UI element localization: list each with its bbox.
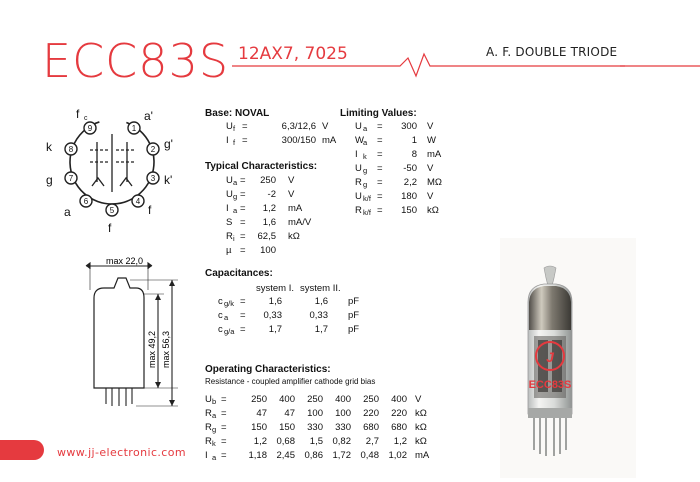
limiting-value: 180	[401, 191, 417, 202]
label-fc: f	[76, 107, 80, 121]
limiting-subscript: g	[363, 180, 368, 189]
cap-symbol: c	[218, 310, 223, 321]
op-value: 680	[391, 422, 407, 433]
limiting-subscript: k/f	[363, 208, 371, 217]
pin-7	[65, 172, 77, 184]
op-value: 330	[307, 422, 323, 433]
op-symbol: R	[205, 408, 212, 419]
op-unit: kΩ	[415, 422, 427, 433]
op-subscript: a	[212, 411, 217, 420]
limiting-unit: V	[427, 163, 434, 174]
base-value: 6,3/12,6	[281, 121, 316, 132]
pin-3-number: 3	[150, 174, 156, 183]
base-unit: mA	[322, 135, 337, 146]
cap-value-1: 1,7	[268, 324, 282, 335]
pin-3	[147, 172, 159, 184]
dim-height-1: max 49,2	[147, 330, 157, 368]
page-title: ECC83S	[42, 34, 230, 88]
op-value: 100	[335, 408, 351, 419]
dimension-drawing	[80, 256, 190, 426]
typical-equals: =	[240, 231, 246, 242]
limiting-subscript: g	[363, 166, 368, 175]
cap-equals: =	[240, 296, 246, 307]
header-rule-end	[620, 42, 700, 72]
typical-symbol: U	[226, 189, 233, 200]
op-equals: =	[221, 394, 227, 405]
cap-value-2: 0,33	[309, 310, 328, 321]
limiting-equals: =	[377, 121, 383, 132]
typical-value: 1,6	[262, 217, 276, 228]
op-value: 1,2	[253, 436, 267, 447]
limiting-unit: V	[427, 121, 434, 132]
typical-equals: =	[240, 203, 246, 214]
typical-title: Typical Characteristics:	[205, 161, 318, 172]
typical-symbol: U	[226, 175, 233, 186]
typical-symbol: µ	[226, 245, 232, 256]
cap-symbol: c	[218, 296, 223, 307]
op-value: 0,48	[360, 450, 379, 461]
limiting-unit: V	[427, 191, 434, 202]
limiting-subscript: a	[363, 124, 368, 133]
dim-width: max 22,0	[106, 256, 144, 266]
cap-unit: pF	[348, 324, 360, 335]
typical-unit: V	[288, 175, 295, 186]
typical-symbol: I	[226, 203, 229, 214]
operating-subtitle: Resistance - coupled amplifier cathode grid bias	[205, 377, 376, 386]
pin-1	[128, 122, 140, 134]
tube-photo	[500, 238, 636, 478]
base-symbol: U	[226, 121, 233, 132]
typical-subscript: i	[233, 234, 235, 243]
op-value: 100	[307, 408, 323, 419]
pin-7-number: 7	[68, 174, 74, 183]
limiting-unit: W	[427, 135, 436, 146]
op-value: 2,45	[276, 450, 295, 461]
base-equals: =	[242, 121, 248, 132]
limiting-symbol: U	[355, 163, 362, 174]
op-value: 400	[279, 394, 295, 405]
limiting-unit: MΩ	[427, 177, 443, 188]
pin-diagram	[40, 104, 180, 234]
pin-9-number: 9	[87, 124, 93, 133]
base-equals: =	[242, 135, 248, 146]
pin-2-number: 2	[150, 145, 156, 154]
base-title: Base: NOVAL	[205, 108, 270, 119]
op-value: 150	[279, 422, 295, 433]
limiting-symbol: U	[355, 191, 362, 202]
limiting-equals: =	[377, 163, 383, 174]
pin-4-number: 4	[135, 197, 141, 206]
cap-unit: pF	[348, 296, 360, 307]
pin-6-number: 6	[83, 197, 89, 206]
typical-subscript: a	[233, 178, 238, 187]
op-value: 150	[251, 422, 267, 433]
op-subscript: g	[212, 425, 217, 434]
limiting-title: Limiting Values:	[340, 108, 417, 119]
limiting-value: 1	[411, 135, 417, 146]
base-symbol: I	[226, 135, 229, 146]
typical-unit: kΩ	[288, 231, 300, 242]
op-symbol: I	[205, 450, 208, 461]
base-subscript: f	[233, 138, 236, 147]
cap-head-1: system I.	[256, 283, 295, 294]
limiting-equals: =	[377, 135, 383, 146]
op-value: 400	[391, 394, 407, 405]
base-value: 300/150	[281, 135, 316, 146]
cap-unit: pF	[348, 310, 360, 321]
pin-2	[147, 143, 159, 155]
label-fc-sub: c	[84, 115, 88, 122]
limiting-subscript: k/f	[363, 194, 371, 203]
op-value: 47	[284, 408, 295, 419]
op-value: 330	[335, 422, 351, 433]
typical-subscript: g	[233, 192, 238, 201]
label-f-bottom: f	[108, 221, 112, 234]
op-value: 250	[363, 394, 379, 405]
base-unit: V	[322, 121, 329, 132]
label-k-prime: k'	[164, 173, 173, 187]
limiting-value: 150	[401, 205, 417, 216]
tube-jj-mark: J	[546, 349, 554, 365]
typical-value: 250	[260, 175, 276, 186]
limiting-subscript: a	[363, 138, 368, 147]
op-unit: kΩ	[415, 436, 427, 447]
op-unit: mA	[415, 450, 430, 461]
capacitances-title: Capacitances:	[205, 268, 273, 279]
op-subscript: b	[212, 397, 217, 406]
label-a-prime: a'	[144, 109, 153, 123]
op-value: 0,82	[332, 436, 351, 447]
typical-value: 1,2	[262, 203, 276, 214]
op-symbol: R	[205, 422, 212, 433]
pin-5-number: 5	[109, 206, 115, 215]
tube-logo-text: ECC83S	[528, 379, 572, 391]
cap-head-2: system II.	[300, 283, 341, 294]
limiting-equals: =	[377, 177, 383, 188]
pin-4	[132, 195, 144, 207]
cap-symbol: c	[218, 324, 223, 335]
limiting-equals: =	[377, 149, 383, 160]
label-a: a	[64, 205, 71, 219]
limiting-value: 8	[411, 149, 417, 160]
limiting-unit: kΩ	[427, 205, 439, 216]
footer-url[interactable]: www.jj-electronic.com	[57, 446, 186, 459]
limiting-symbol: U	[355, 121, 362, 132]
label-g: g	[46, 173, 53, 187]
typical-unit: mA	[288, 203, 303, 214]
limiting-symbol: I	[355, 149, 358, 160]
op-subscript: a	[212, 453, 217, 462]
pin-1-number: 1	[131, 124, 137, 133]
cap-value-2: 1,7	[314, 324, 328, 335]
cap-subscript: g/k	[224, 299, 235, 308]
op-value: 220	[363, 408, 379, 419]
pin-9	[84, 122, 96, 134]
header-rule	[0, 0, 700, 100]
limiting-value: 300	[401, 121, 417, 132]
op-unit: kΩ	[415, 408, 427, 419]
cap-equals: =	[240, 324, 246, 335]
operating-title: Operating Characteristics:	[205, 364, 331, 375]
tube-category: A. F. DOUBLE TRIODE	[486, 45, 618, 59]
pin-8	[65, 143, 77, 155]
pin-5	[106, 204, 118, 216]
base-subscript: f	[233, 124, 236, 133]
triode-electrodes	[90, 134, 134, 192]
op-value: 250	[251, 394, 267, 405]
limiting-subscript: k	[363, 152, 367, 161]
typical-subscript: a	[233, 206, 238, 215]
limiting-symbol: R	[355, 205, 362, 216]
cap-subscript: g/a	[224, 327, 235, 336]
typical-value: 62,5	[257, 231, 276, 242]
limiting-value: 2,2	[403, 177, 417, 188]
tube-equivalents: 12AX7, 7025	[238, 44, 348, 64]
op-value: 0,86	[304, 450, 323, 461]
typical-equals: =	[240, 189, 246, 200]
cap-equals: =	[240, 310, 246, 321]
typical-equals: =	[240, 245, 246, 256]
typical-unit: mA/V	[288, 217, 312, 228]
label-g-prime: g'	[164, 137, 173, 151]
op-value: 1,18	[248, 450, 267, 461]
op-value: 250	[307, 394, 323, 405]
typical-value: -2	[267, 189, 276, 200]
typical-equals: =	[240, 175, 246, 186]
typical-symbol: R	[226, 231, 233, 242]
op-value: 47	[256, 408, 267, 419]
pin-6	[80, 195, 92, 207]
dim-height-2: max 56,3	[161, 330, 171, 368]
op-subscript: k	[212, 439, 216, 448]
footer-accent-tab	[0, 440, 44, 460]
limiting-equals: =	[377, 191, 383, 202]
limiting-symbol: W	[355, 135, 364, 146]
cap-subscript: a	[224, 313, 229, 322]
op-value: 1,02	[388, 450, 407, 461]
op-equals: =	[221, 408, 227, 419]
label-f-right: f	[148, 203, 152, 217]
op-value: 0,68	[276, 436, 295, 447]
cap-value-2: 1,6	[314, 296, 328, 307]
cap-value-1: 1,6	[268, 296, 282, 307]
op-equals: =	[221, 450, 227, 461]
limiting-equals: =	[377, 205, 383, 216]
op-value: 680	[363, 422, 379, 433]
limiting-symbol: R	[355, 177, 362, 188]
op-symbol: R	[205, 436, 212, 447]
op-symbol: U	[205, 394, 212, 405]
op-value: 1,72	[332, 450, 351, 461]
limiting-unit: mA	[427, 149, 442, 160]
typical-unit: V	[288, 189, 295, 200]
typical-equals: =	[240, 217, 246, 228]
op-equals: =	[221, 436, 227, 447]
op-value: 1,2	[393, 436, 407, 447]
limiting-value: -50	[403, 163, 417, 174]
op-value: 220	[391, 408, 407, 419]
op-value: 400	[335, 394, 351, 405]
typical-value: 100	[260, 245, 276, 256]
label-k: k	[46, 140, 52, 154]
typical-symbol: S	[226, 217, 233, 228]
op-unit: V	[415, 394, 422, 405]
pin-8-number: 8	[68, 145, 74, 154]
op-equals: =	[221, 422, 227, 433]
cap-value-1: 0,33	[263, 310, 282, 321]
op-value: 1,5	[309, 436, 323, 447]
op-value: 2,7	[365, 436, 379, 447]
